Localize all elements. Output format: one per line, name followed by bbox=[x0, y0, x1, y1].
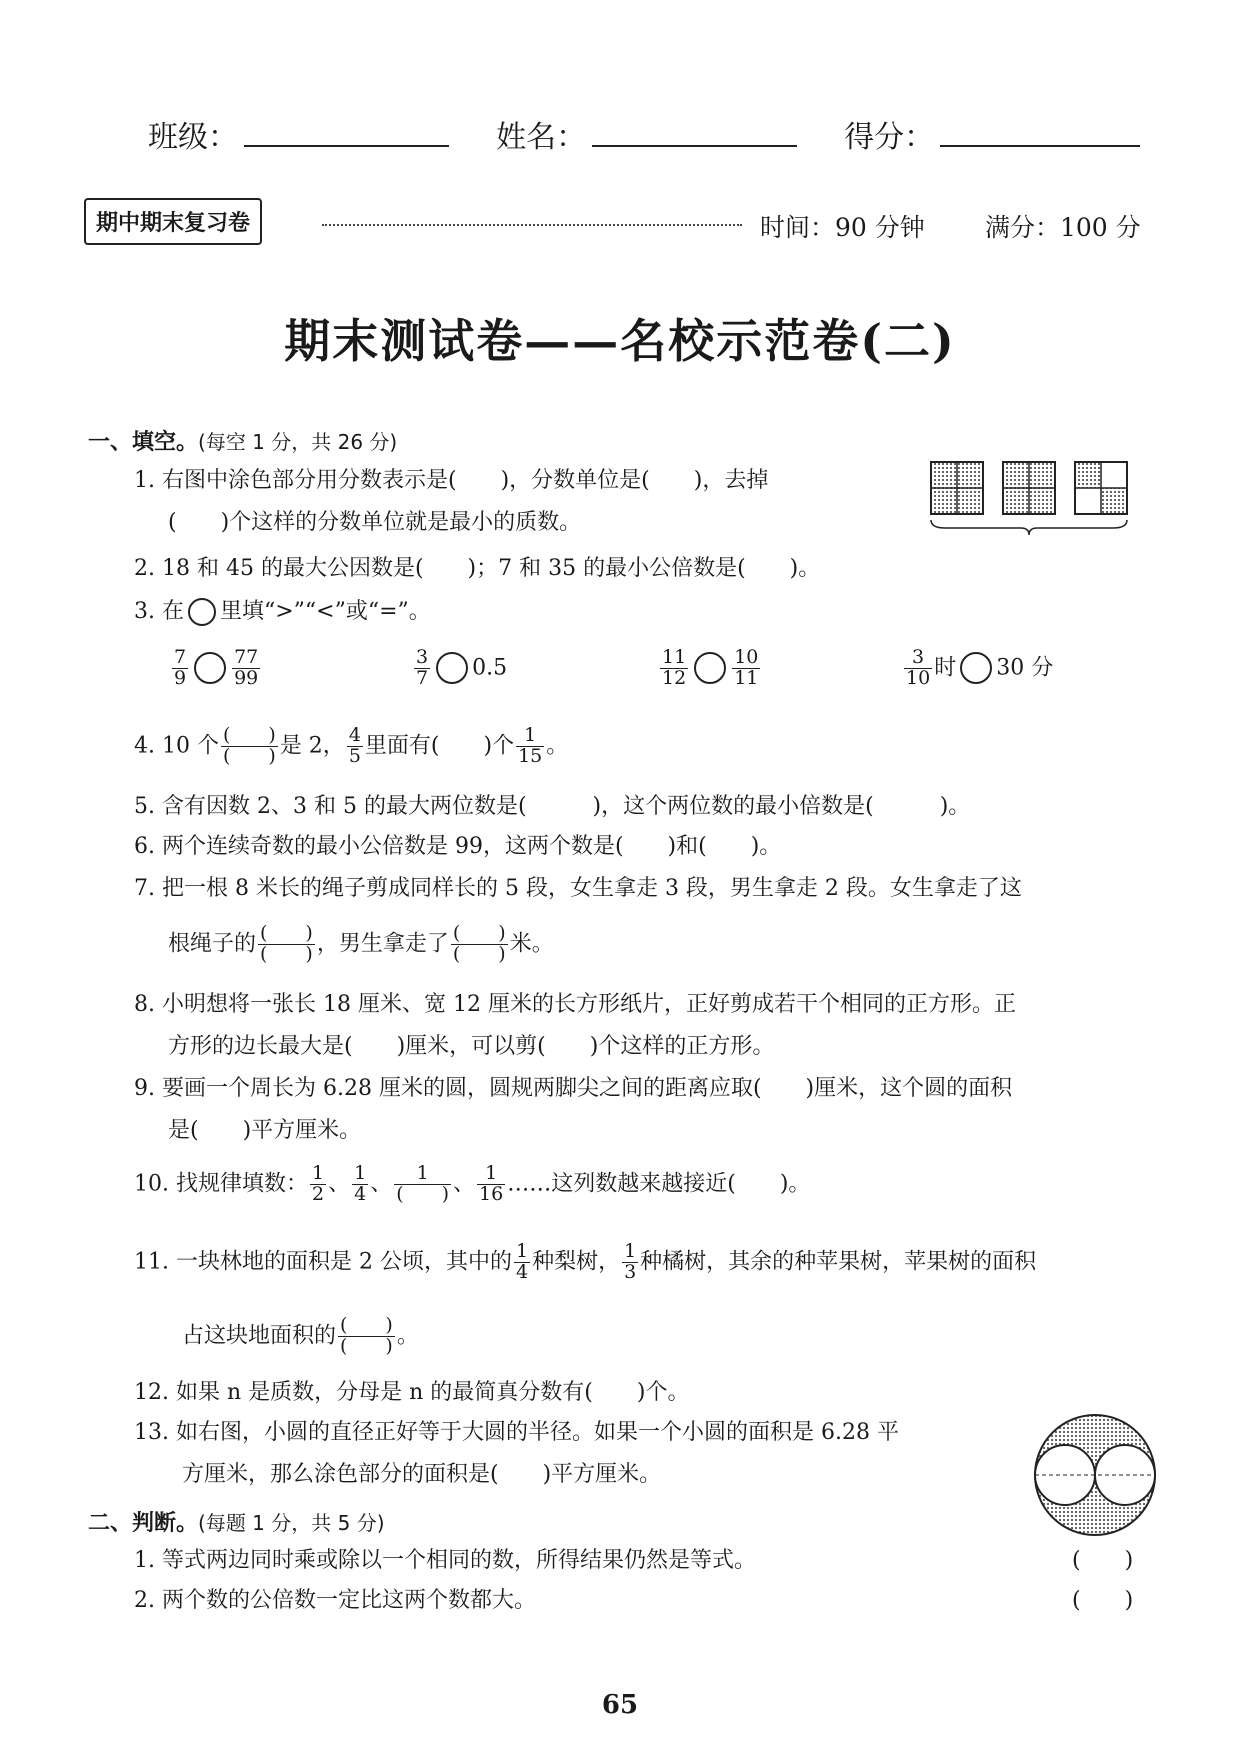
question-3-suffix: 里填“>”“<”或“=”。 bbox=[219, 599, 431, 624]
question-7-line-1: 7. 把一根 8 米长的绳子剪成同样长的 5 段，女生拿走 3 段，男生拿走 2 段。女生拿走了这 bbox=[134, 876, 1022, 901]
compare-circle-icon bbox=[188, 598, 216, 626]
compare-circle-2[interactable] bbox=[436, 652, 468, 684]
compare-item-3: $\frac{11}{12}$ $\frac{10}{11}$ bbox=[662, 646, 759, 689]
question-5: 5. 含有因数 2、3 和 5 的最大两位数是( )，这个两位数的最小倍数是( )。 bbox=[134, 794, 971, 819]
header-fields bbox=[148, 112, 1140, 156]
section-1-title: 一、填空。 bbox=[88, 430, 199, 455]
page-title: 期末测试卷——名校示范卷(二) bbox=[284, 314, 956, 368]
question-1-line-1: 1. 右图中涂色部分用分数表示是( )，分数单位是( )，去掉 bbox=[134, 468, 769, 493]
question-8-line-1: 8. 小明想将一张长 18 厘米、宽 12 厘米的长方形纸片，正好剪成若干个相同的正方形。正 bbox=[134, 992, 1016, 1017]
question-7-line-2: 根绳子的 $\frac{( )}{( )}$ ，男生拿走了 $\frac{( )}{( )}$ 米。 bbox=[168, 922, 554, 965]
score-blank[interactable] bbox=[940, 119, 1140, 147]
compare-circle-1[interactable] bbox=[194, 652, 226, 684]
compare-circle-3[interactable] bbox=[694, 652, 726, 684]
section-2-title: 二、判断。 bbox=[88, 1511, 199, 1536]
section-2-note: (每题 1 分，共 5 分) bbox=[198, 1511, 385, 1535]
name-blank[interactable] bbox=[592, 119, 797, 147]
question-11-line-1: 11. 一块林地的面积是 2 公顷，其中的 $\frac{1}{4}$ 种梨树， $\frac{1}{3}$ 种橘树，其余的种苹果树，苹果树的面积 bbox=[134, 1240, 1037, 1283]
section-2-heading bbox=[88, 1506, 385, 1537]
question-3 bbox=[134, 598, 431, 626]
brace-icon bbox=[931, 520, 1127, 535]
exam-time: 时间：90 分钟 bbox=[760, 213, 925, 242]
name-label: 姓名： bbox=[496, 120, 587, 155]
compare-item-1: $\frac{7}{9}$ $\frac{77}{99}$ bbox=[174, 646, 259, 689]
grid-square-2 bbox=[1003, 462, 1055, 514]
question-10: 10. 找规律填数： $\frac{1}{2}$ 、 $\frac{1}{4}$ 、 $\frac{1}{( )}$ 、 $\frac{1}{16}$ ……这列数越来越接近( )。 bbox=[134, 1162, 811, 1205]
compare-circle-4[interactable] bbox=[960, 652, 992, 684]
dotted-divider bbox=[322, 224, 742, 226]
small-circle-right bbox=[1095, 1445, 1155, 1505]
compare-item-4: $\frac{3}{10}$ 时 30 分 bbox=[906, 646, 1054, 689]
score-label: 得分： bbox=[844, 120, 935, 155]
section-1-heading bbox=[88, 425, 397, 456]
question-8-line-2: 方形的边长最大是( )厘米，可以剪( )个这样的正方形。 bbox=[168, 1034, 775, 1059]
section-1-note: (每空 1 分，共 26 分) bbox=[198, 430, 398, 454]
question-6: 6. 两个连续奇数的最小公倍数是 99，这两个数是( )和( )。 bbox=[134, 834, 782, 859]
grid-square-1 bbox=[931, 462, 983, 514]
judge-mark-1[interactable]: ( ) bbox=[1072, 1548, 1134, 1573]
question-11-line-2: 占这块地面积的 $\frac{( )}{( )}$ 。 bbox=[182, 1314, 419, 1357]
judge-item-1: 1. 等式两边同时乘或除以一个相同的数，所得结果仍然是等式。 bbox=[134, 1548, 756, 1573]
exam-type-tag: 期中期末复习卷 bbox=[84, 198, 262, 245]
judge-mark-2[interactable]: ( ) bbox=[1072, 1588, 1134, 1613]
question-13-line-2: 方厘米，那么涂色部分的面积是( )平方厘米。 bbox=[182, 1462, 662, 1487]
circles-figure bbox=[1030, 1410, 1160, 1540]
question-13-line-1: 13. 如右图，小圆的直径正好等于大圆的半径。如果一个小圆的面积是 6.28 平 bbox=[134, 1420, 899, 1445]
question-9-line-1: 9. 要画一个周长为 6.28 厘米的圆，圆规两脚尖之间的距离应取( )厘米，这个圆的面积 bbox=[134, 1076, 1013, 1101]
question-2: 2. 18 和 45 的最大公因数是( )；7 和 35 的最小公倍数是( )。 bbox=[134, 556, 821, 581]
grid-square-3 bbox=[1075, 462, 1127, 514]
question-12: 12. 如果 n 是质数，分母是 n 的最简真分数有( )个。 bbox=[134, 1380, 690, 1405]
compare-item-2: $\frac{3}{7}$ 0.5 bbox=[416, 646, 508, 689]
question-3-prefix: 3. 在 bbox=[134, 599, 184, 624]
question-4: 4. 10 个 $\frac{( )}{( )}$ 是 2， $\frac{4}{5}$ 里面有( )个 $\frac{1}{15}$ 。 bbox=[134, 724, 569, 767]
question-1-line-2: ( )个这样的分数单位就是最小的质数。 bbox=[168, 510, 582, 535]
fraction-grid-figure bbox=[925, 458, 1135, 538]
question-9-line-2: 是( )平方厘米。 bbox=[168, 1118, 362, 1143]
class-label: 班级： bbox=[148, 120, 238, 155]
page-number: 65 bbox=[601, 1690, 639, 1720]
exam-full-score: 满分：100 分 bbox=[985, 213, 1141, 242]
class-blank[interactable] bbox=[244, 119, 449, 147]
judge-item-2: 2. 两个数的公倍数一定比这两个数都大。 bbox=[134, 1588, 536, 1613]
